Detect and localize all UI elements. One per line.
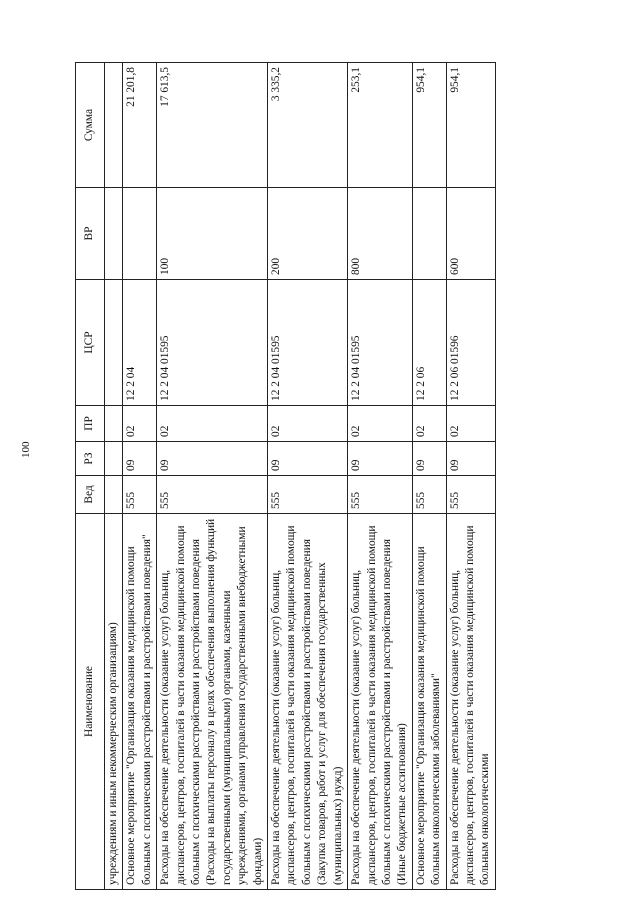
table-row: [446, 63, 495, 890]
header-rz: РЗ: [76, 442, 105, 476]
cell-ved: 555: [123, 476, 157, 514]
header-csr: ЦСР: [76, 280, 105, 406]
cell-rz: 09: [157, 442, 268, 476]
table-row: [105, 63, 123, 890]
header-name: Наименование: [76, 514, 105, 890]
table-row: [157, 63, 268, 890]
cell-name: Расходы на обеспечение деятельности (оказание услуг) больниц, диспансеров, центров, госпиталей в части оказания медицинской помощи больным с психическими расстройствами и расстройствами поведения (Закупка товаров, работ и услуг для обеспечения государственных (муниципальных) нужд): [268, 514, 348, 890]
cell-sum: 3 335,2: [268, 63, 348, 188]
cell-csr: 12 2 06: [412, 280, 446, 406]
cell-name: Основное мероприятие "Организация оказания медицинской помощи больным онкологическими заболеваниями": [412, 514, 446, 890]
cell-name: Основное мероприятие "Организация оказания медицинской помощи больным с психическими расстройствами и расстройствами поведения": [123, 514, 157, 890]
cell-rz: [105, 442, 123, 476]
cell-ved: 555: [157, 476, 268, 514]
table-row: [123, 63, 157, 890]
cell-ved: 555: [412, 476, 446, 514]
cell-vr: 800: [348, 188, 413, 280]
table-row: [348, 63, 413, 890]
budget-table: [75, 62, 496, 890]
cell-pr: 02: [446, 406, 495, 442]
cell-vr: 100: [157, 188, 268, 280]
cell-sum: 954,1: [412, 63, 446, 188]
cell-rz: 09: [123, 442, 157, 476]
cell-vr: [123, 188, 157, 280]
header-row: [76, 63, 105, 890]
cell-ved: 555: [268, 476, 348, 514]
cell-pr: 02: [412, 406, 446, 442]
cell-pr: [105, 406, 123, 442]
cell-vr: 200: [268, 188, 348, 280]
cell-csr: [105, 280, 123, 406]
cell-csr: 12 2 04: [123, 280, 157, 406]
header-vr: ВР: [76, 188, 105, 280]
cell-pr: 02: [348, 406, 413, 442]
cell-sum: 253,1: [348, 63, 413, 188]
table-row: [268, 63, 348, 890]
cell-name: Расходы на обеспечение деятельности (оказание услуг) больниц, диспансеров, центров, госпиталей в части оказания медицинской помощи больным с психическими расстройствами и расстройствами поведения (Расходы на выплаты персоналу в целях обеспечения выполнения функций государственными (муниципальными) органами, казенными учреждениями, органами управления государственными внебюджетными фондами): [157, 514, 268, 890]
cell-pr: 02: [123, 406, 157, 442]
cell-csr: 12 2 04 01595: [348, 280, 413, 406]
cell-sum: 954,1: [446, 63, 495, 188]
cell-pr: 02: [157, 406, 268, 442]
header-ved: Вед: [76, 476, 105, 514]
page-number: 100: [20, 441, 32, 458]
cell-csr: 12 2 04 01595: [157, 280, 268, 406]
cell-name: учреждениям и иным некоммерческим организациям): [105, 514, 123, 890]
cell-vr: 600: [446, 188, 495, 280]
cell-sum: [105, 63, 123, 188]
cell-ved: [105, 476, 123, 514]
cell-ved: 555: [348, 476, 413, 514]
cell-rz: 09: [348, 442, 413, 476]
cell-sum: 21 201,8: [123, 63, 157, 188]
header-pr: ПР: [76, 406, 105, 442]
header-sum: Сумма: [76, 63, 105, 188]
cell-rz: 09: [412, 442, 446, 476]
cell-pr: 02: [268, 406, 348, 442]
cell-csr: 12 2 04 01595: [268, 280, 348, 406]
cell-name: Расходы на обеспечение деятельности (оказание услуг) больниц, диспансеров, центров, госпиталей в части оказания медицинской помощи больным онкологическими: [446, 514, 495, 890]
cell-name: Расходы на обеспечение деятельности (оказание услуг) больниц, диспансеров, центров, госпиталей в части оказания медицинской помощи больным с психическими расстройствами и расстройствами поведения (Иные бюджетные ассигнования): [348, 514, 413, 890]
table-row: [412, 63, 446, 890]
cell-sum: 17 613,5: [157, 63, 268, 188]
cell-ved: 555: [446, 476, 495, 514]
cell-vr: [105, 188, 123, 280]
cell-rz: 09: [446, 442, 495, 476]
cell-csr: 12 2 06 01596: [446, 280, 495, 406]
cell-rz: 09: [268, 442, 348, 476]
cell-vr: [412, 188, 446, 280]
